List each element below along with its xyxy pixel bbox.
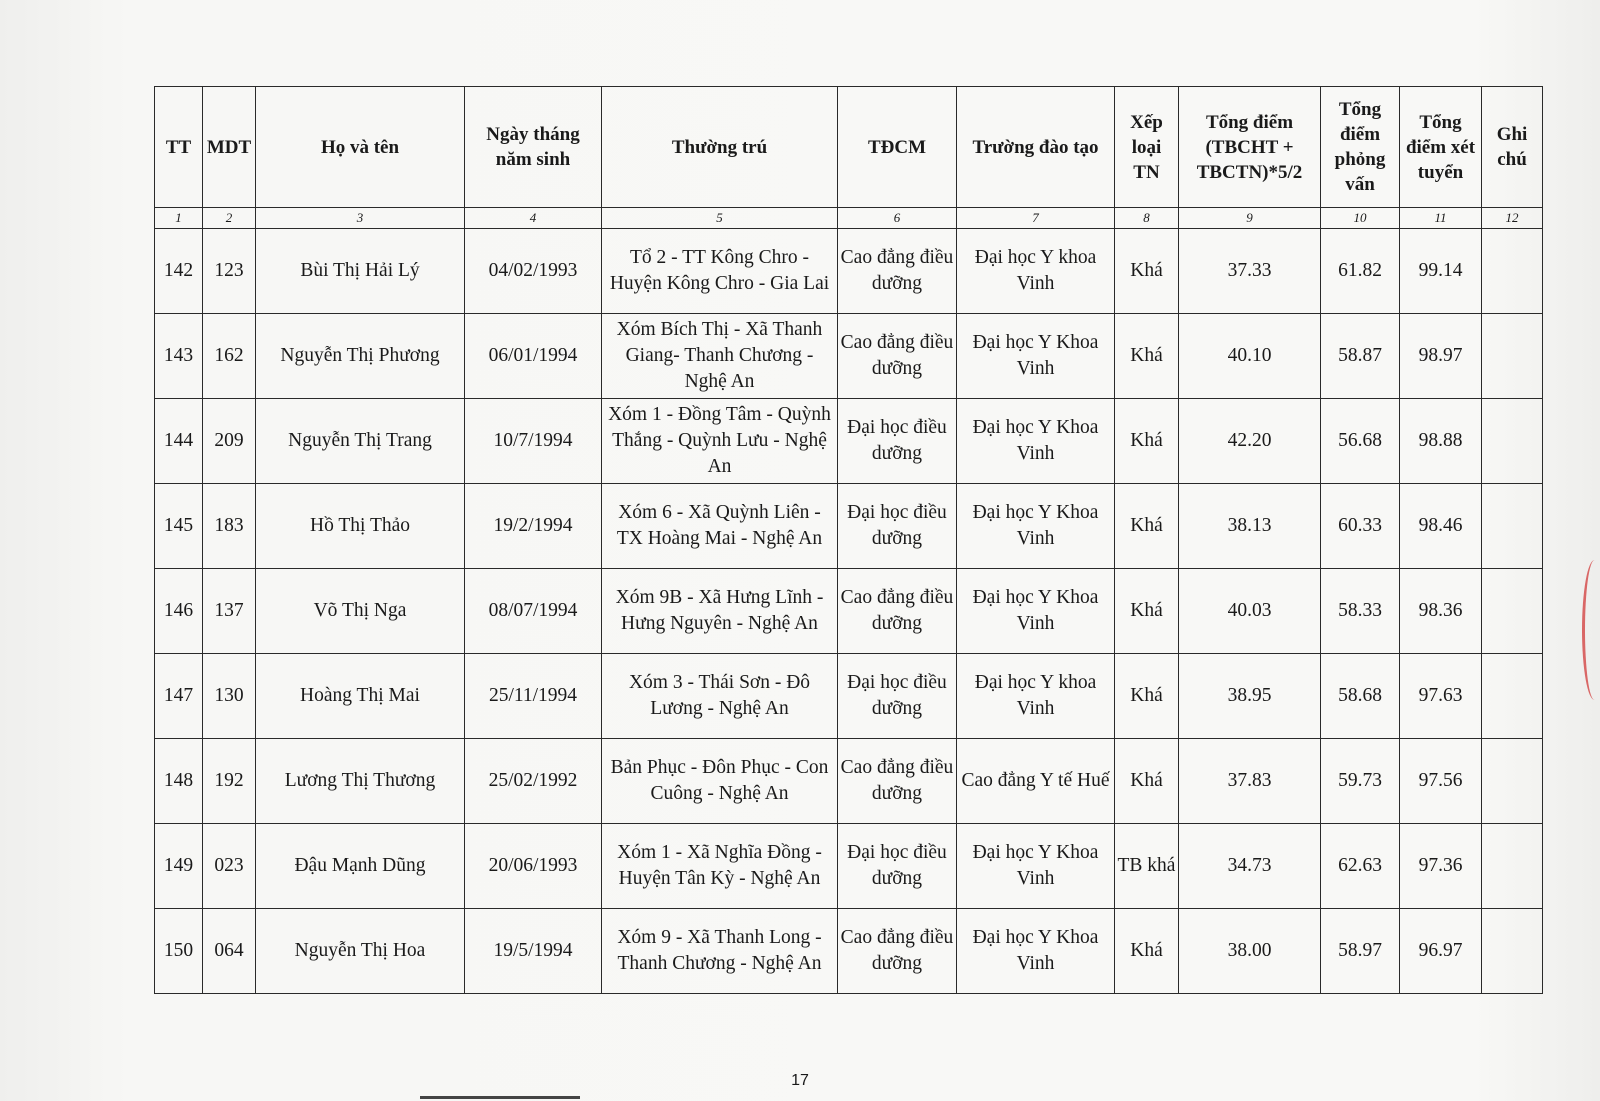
cell-interview-score: 62.63 <box>1321 824 1400 909</box>
cell-tt: 146 <box>155 569 203 654</box>
column-number: 5 <box>602 208 838 229</box>
cell-name: Bùi Thị Hải Lý <box>256 229 465 314</box>
cell-residence: Xóm 1 - Đồng Tâm - Quỳnh Thắng - Quỳnh Lưu - Nghệ An <box>602 399 838 484</box>
cell-grade: Khá <box>1115 654 1179 739</box>
column-number: 1 <box>155 208 203 229</box>
table-row <box>155 824 1543 909</box>
header-cell: Ngày tháng năm sinh <box>465 87 602 208</box>
cell-qualification: Cao đẳng điều dưỡng <box>838 569 957 654</box>
table-row <box>155 739 1543 824</box>
cell-tt: 145 <box>155 484 203 569</box>
cell-total-score: 38.95 <box>1179 654 1321 739</box>
cell-mdt: 123 <box>203 229 256 314</box>
scan-artifact-line <box>420 1096 580 1099</box>
cell-school: Đại học Y Khoa Vinh <box>957 569 1115 654</box>
table-row <box>155 314 1543 399</box>
cell-interview-score: 56.68 <box>1321 399 1400 484</box>
header-cell: Tổng điểm xét tuyển <box>1400 87 1482 208</box>
cell-total-score: 40.10 <box>1179 314 1321 399</box>
cell-tt: 142 <box>155 229 203 314</box>
cell-name: Lương Thị Thương <box>256 739 465 824</box>
column-number: 6 <box>838 208 957 229</box>
cell-birthdate: 20/06/1993 <box>465 824 602 909</box>
column-number: 10 <box>1321 208 1400 229</box>
cell-grade: TB khá <box>1115 824 1179 909</box>
cell-note <box>1482 739 1543 824</box>
cell-residence: Bản Phục - Đôn Phục - Con Cuông - Nghệ An <box>602 739 838 824</box>
cell-note <box>1482 824 1543 909</box>
cell-grade: Khá <box>1115 484 1179 569</box>
cell-note <box>1482 314 1543 399</box>
table-row <box>155 654 1543 739</box>
cell-interview-score: 60.33 <box>1321 484 1400 569</box>
table-row <box>155 909 1543 994</box>
cell-mdt: 183 <box>203 484 256 569</box>
column-number: 3 <box>256 208 465 229</box>
cell-qualification: Đại học điều dưỡng <box>838 824 957 909</box>
cell-birthdate: 19/5/1994 <box>465 909 602 994</box>
cell-mdt: 064 <box>203 909 256 994</box>
header-cell: Trường đào tạo <box>957 87 1115 208</box>
cell-residence: Xóm 9B - Xã Hưng Lĩnh - Hưng Nguyên - Nghệ An <box>602 569 838 654</box>
cell-qualification: Đại học điều dưỡng <box>838 399 957 484</box>
cell-birthdate: 06/01/1994 <box>465 314 602 399</box>
column-number: 4 <box>465 208 602 229</box>
cell-name: Hồ Thị Thảo <box>256 484 465 569</box>
column-number: 12 <box>1482 208 1543 229</box>
cell-school: Đại học Y khoa Vinh <box>957 654 1115 739</box>
cell-tt: 143 <box>155 314 203 399</box>
stamp-edge-mark <box>1582 560 1600 700</box>
cell-name: Hoàng Thị Mai <box>256 654 465 739</box>
header-cell: TĐCM <box>838 87 957 208</box>
cell-school: Đại học Y Khoa Vinh <box>957 314 1115 399</box>
cell-note <box>1482 399 1543 484</box>
cell-residence: Xóm 9 - Xã Thanh Long - Thanh Chương - Nghệ An <box>602 909 838 994</box>
column-number: 7 <box>957 208 1115 229</box>
cell-mdt: 162 <box>203 314 256 399</box>
cell-tt: 147 <box>155 654 203 739</box>
cell-interview-score: 59.73 <box>1321 739 1400 824</box>
cell-mdt: 209 <box>203 399 256 484</box>
page-number: 17 <box>791 1072 809 1089</box>
cell-total-score: 42.20 <box>1179 399 1321 484</box>
header-cell: Xếp loại TN <box>1115 87 1179 208</box>
column-number: 8 <box>1115 208 1179 229</box>
cell-qualification: Cao đẳng điều dưỡng <box>838 229 957 314</box>
cell-qualification: Cao đẳng điều dưỡng <box>838 739 957 824</box>
cell-school: Đại học Y Khoa Vinh <box>957 484 1115 569</box>
column-number: 2 <box>203 208 256 229</box>
cell-admission-score: 96.97 <box>1400 909 1482 994</box>
cell-admission-score: 98.88 <box>1400 399 1482 484</box>
cell-note <box>1482 909 1543 994</box>
cell-qualification: Cao đẳng điều dưỡng <box>838 314 957 399</box>
cell-interview-score: 61.82 <box>1321 229 1400 314</box>
cell-total-score: 38.13 <box>1179 484 1321 569</box>
cell-admission-score: 99.14 <box>1400 229 1482 314</box>
cell-residence: Tổ 2 - TT Kông Chro - Huyện Kông Chro - Gia Lai <box>602 229 838 314</box>
header-cell: Họ và tên <box>256 87 465 208</box>
cell-school: Đại học Y Khoa Vinh <box>957 399 1115 484</box>
cell-total-score: 40.03 <box>1179 569 1321 654</box>
cell-tt: 144 <box>155 399 203 484</box>
cell-total-score: 34.73 <box>1179 824 1321 909</box>
header-cell: MDT <box>203 87 256 208</box>
column-number: 9 <box>1179 208 1321 229</box>
cell-grade: Khá <box>1115 399 1179 484</box>
header-cell: Tổng điểm (TBCHT + TBCTN)*5/2 <box>1179 87 1321 208</box>
cell-note <box>1482 569 1543 654</box>
cell-admission-score: 97.56 <box>1400 739 1482 824</box>
cell-name: Nguyễn Thị Trang <box>256 399 465 484</box>
table-body <box>155 229 1543 994</box>
cell-grade: Khá <box>1115 569 1179 654</box>
cell-interview-score: 58.68 <box>1321 654 1400 739</box>
cell-birthdate: 25/11/1994 <box>465 654 602 739</box>
cell-admission-score: 98.97 <box>1400 314 1482 399</box>
cell-total-score: 38.00 <box>1179 909 1321 994</box>
cell-mdt: 023 <box>203 824 256 909</box>
table-row <box>155 229 1543 314</box>
cell-name: Đậu Mạnh Dũng <box>256 824 465 909</box>
cell-total-score: 37.83 <box>1179 739 1321 824</box>
cell-admission-score: 98.46 <box>1400 484 1482 569</box>
cell-name: Nguyễn Thị Phương <box>256 314 465 399</box>
cell-school: Đại học Y khoa Vinh <box>957 229 1115 314</box>
cell-qualification: Đại học điều dưỡng <box>838 654 957 739</box>
header-row <box>155 87 1543 208</box>
column-number-row <box>155 208 1543 229</box>
cell-admission-score: 98.36 <box>1400 569 1482 654</box>
header-cell: Tổng điểm phỏng vấn <box>1321 87 1400 208</box>
cell-name: Võ Thị Nga <box>256 569 465 654</box>
cell-school: Đại học Y Khoa Vinh <box>957 909 1115 994</box>
cell-interview-score: 58.97 <box>1321 909 1400 994</box>
table-row <box>155 569 1543 654</box>
cell-grade: Khá <box>1115 229 1179 314</box>
cell-residence: Xóm 6 - Xã Quỳnh Liên - TX Hoàng Mai - Nghệ An <box>602 484 838 569</box>
cell-interview-score: 58.87 <box>1321 314 1400 399</box>
cell-qualification: Đại học điều dưỡng <box>838 484 957 569</box>
table-row <box>155 484 1543 569</box>
cell-admission-score: 97.36 <box>1400 824 1482 909</box>
cell-birthdate: 25/02/1992 <box>465 739 602 824</box>
cell-school: Đại học Y Khoa Vinh <box>957 824 1115 909</box>
cell-name: Nguyễn Thị Hoa <box>256 909 465 994</box>
cell-school: Cao đẳng Y tế Huế <box>957 739 1115 824</box>
header-cell: Thường trú <box>602 87 838 208</box>
table-row <box>155 399 1543 484</box>
cell-note <box>1482 654 1543 739</box>
cell-tt: 149 <box>155 824 203 909</box>
header-cell: Ghi chú <box>1482 87 1543 208</box>
cell-mdt: 137 <box>203 569 256 654</box>
cell-grade: Khá <box>1115 314 1179 399</box>
cell-birthdate: 19/2/1994 <box>465 484 602 569</box>
column-number: 11 <box>1400 208 1482 229</box>
cell-birthdate: 08/07/1994 <box>465 569 602 654</box>
header-cell: TT <box>155 87 203 208</box>
cell-mdt: 130 <box>203 654 256 739</box>
cell-residence: Xóm 1 - Xã Nghĩa Đồng - Huyện Tân Kỳ - Nghệ An <box>602 824 838 909</box>
cell-birthdate: 04/02/1993 <box>465 229 602 314</box>
cell-qualification: Cao đẳng điều dưỡng <box>838 909 957 994</box>
cell-tt: 148 <box>155 739 203 824</box>
cell-total-score: 37.33 <box>1179 229 1321 314</box>
cell-grade: Khá <box>1115 739 1179 824</box>
cell-note <box>1482 484 1543 569</box>
cell-tt: 150 <box>155 909 203 994</box>
cell-residence: Xóm 3 - Thái Sơn - Đô Lương - Nghệ An <box>602 654 838 739</box>
candidate-results-table <box>154 86 1543 994</box>
cell-interview-score: 58.33 <box>1321 569 1400 654</box>
cell-grade: Khá <box>1115 909 1179 994</box>
cell-note <box>1482 229 1543 314</box>
cell-admission-score: 97.63 <box>1400 654 1482 739</box>
cell-residence: Xóm Bích Thị - Xã Thanh Giang- Thanh Chương - Nghệ An <box>602 314 838 399</box>
cell-mdt: 192 <box>203 739 256 824</box>
cell-birthdate: 10/7/1994 <box>465 399 602 484</box>
